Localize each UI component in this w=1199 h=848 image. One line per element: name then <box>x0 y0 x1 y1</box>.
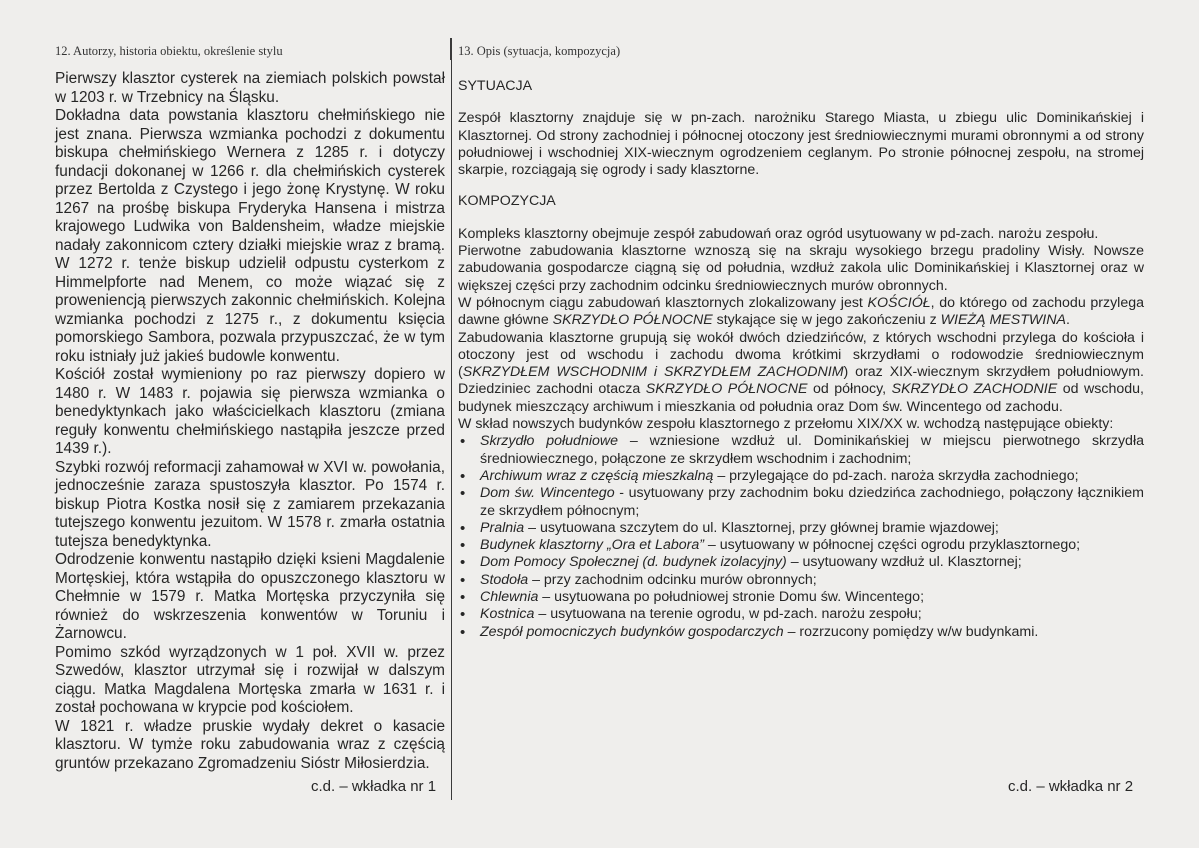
text-run: od wschodu, budynek mieszczący archiwum i mieszkania od południa oraz Dom św. Wincentego od zachodu. <box>458 381 1144 415</box>
text-run: W północnym ciągu zabudowań klasztornych zlokalizowany jest <box>458 294 868 311</box>
object-list-item <box>480 624 1144 641</box>
object-description: - usytuowany przy zachodnim boku dziedzińca zachodniego, połączony łącznikiem ze skrzydłem północnym; <box>480 485 1144 519</box>
object-list-item <box>480 468 1144 485</box>
object-description: – usytuowany w północnej części ogrodu przyklasztornego; <box>703 537 1081 554</box>
text-run: Zabudowania klasztorne grupują się wokół dwóch dziedzińców, z których wschodni przylega do kościoła i otoczony jest od wschodu i zachodu dwoma krótkimi skrzydłami o rodowodzie średniowiecznym ( <box>458 329 1144 381</box>
description-column <box>458 78 1144 641</box>
object-description: – usytuowany wzdłuż ul. Klasztornej; <box>786 554 1022 571</box>
object-name: Zespół pomocniczych budynków gospodarczych <box>480 623 784 640</box>
composition-paragraph <box>458 416 1144 433</box>
italic-term: SKRZYDŁEM WSCHODNIM i SKRZYDŁEM ZACHODNIM <box>462 364 844 381</box>
composition-paragraph <box>458 295 1144 330</box>
composition-paragraph <box>458 226 1144 243</box>
history-paragraph: Pierwszy klasztor cysterek na ziemiach polskich powstał w 1203 r. w Trzebnicy na Śląsku. <box>55 70 445 106</box>
history-paragraph: Odrodzenie konwentu nastąpiło dzięki ksieni Magdalenie Mortęskiej, która wstąpiła do opuszczonego klasztoru w Chełmnie w 1579 r. Matka Mortęska przyczyniła się również do wskrzeszenia konwentów w Toruniu i Żarnowcu. <box>55 551 445 642</box>
object-name: Archiwum wraz z częścią mieszkalną <box>480 467 714 484</box>
history-paragraph: Dokładna data powstania klasztoru chełmińskiego nie jest znana. Pierwsza wzmianka pochodzi z dokumentu biskupa chełmińskiego Wernera z 1285 r. i dotyczy fundacji dokonanej w 1266 r. dla chełmińskich cysterek przez Bertolda z Czystego i jego żonę Krystynę. W roku 1267 na prośbę biskupa Fryderyka Hansena i mistrza krajowego Ludwika von Baldensheim, władze miejskie nadały zakonnicom cztery działki miejskie wraz z bramą. W 1272 r. tenże biskup udzielił odpustu cysterkom z Himmelpforte nad Menem, co może wiązać się z proweniencją pierwszych zakonnic chełmińskich. Kolejna wzmianka pochodzi z 1275 r., z dokumentu księcia pomorskiego Sambora, pozwala przypuszczać, że w tym roku istniały już jakieś budowle konwentu. <box>55 107 445 365</box>
object-description: – usytuowana na terenie ogrodu, w pd-zach. narożu zespołu; <box>534 606 922 623</box>
history-paragraph: Szybki rozwój reformacji zahamował w XVI w. powołania, jednocześnie zaraza spustoszyła klasztor. Po 1574 r. biskup Piotra Kostka nosił się z zamiarem przekazania tutejszego konwentu jezuitom. W 1578 r. zmarła ostatnia tutejsza benedyktynka. <box>55 458 445 550</box>
object-description: – rozrzucony pomiędzy w/w budynkami. <box>783 623 1039 640</box>
object-description: – usytuowana po południowej stronie Domu św. Wincentego; <box>538 589 925 606</box>
objects-list <box>458 433 1144 641</box>
composition-text <box>458 226 1144 434</box>
object-list-item <box>480 554 1144 571</box>
object-list-item <box>480 606 1144 623</box>
object-name: Pralnia <box>480 519 525 536</box>
situation-title: SYTUACJA <box>458 78 533 94</box>
object-description: – usytuowana szczytem do ul. Klasztornej, przy głównej bramie wjazdowej; <box>524 519 999 536</box>
situation-text: Zespół klasztorny znajduje się w pn-zach. narożniku Starego Miasta, u zbiegu ulic Dominikańskiej i Klasztornej. Od strony zachodniej i północnej otoczony jest średniowiecznymi murami obronnymi a od strony południowej i wschodniej XIX-wiecznym ogrodzeniem ceglanym. Po stronie północnej zespołu, na stromej skarpie, rozciągają się ogrody i sady klasztorne. <box>458 110 1144 179</box>
object-description: – wzniesione wzdłuż ul. Dominikańskiej w miejscu pierwotnego skrzydła średniowiecznego, połączone ze skrzydłem wschodnim i zachodnim; <box>480 433 1144 467</box>
italic-term: SKRZYDŁO PÓŁNOCNE <box>552 312 713 329</box>
object-name: Dom św. Wincentego <box>480 485 615 502</box>
object-name: Stodoła <box>480 571 529 588</box>
text-run: od północy, <box>807 381 892 398</box>
object-list-item <box>480 589 1144 606</box>
text-run: . <box>1065 312 1070 329</box>
composition-paragraph <box>458 330 1144 416</box>
text-run: ) oraz XIX-wiecznym skrzydłem południowym. Dziedziniec zachodni otacza <box>458 364 1144 398</box>
italic-term: SKRZYDŁO PÓŁNOCNE <box>645 381 808 398</box>
history-column <box>55 70 445 773</box>
object-name: Budynek klasztorny „Ora et Labora” <box>480 537 704 554</box>
history-paragraph: Kościół został wymieniony po raz pierwszy dopiero w 1480 r. W 1483 r. pojawia się pierwsza wzmianka o benedyktynkach jako właścicielkach klasztoru (zmiana reguły konwentu chełmińskiego nastąpiła jeszcze przed 1439 r.). <box>55 366 445 457</box>
object-list-item <box>480 572 1144 589</box>
object-description: – przy zachodnim odcinku murów obronnych; <box>528 571 817 588</box>
column-divider <box>451 38 452 800</box>
italic-term: KOŚCIÓŁ <box>867 294 931 311</box>
left-footer: c.d. – wkładka nr 1 <box>311 778 437 795</box>
section-13-header: 13. Opis (sytuacja, kompozycja) <box>458 44 621 58</box>
section-12-header: 12. Autorzy, historia obiektu, określenie stylu <box>55 44 283 58</box>
object-description: – przylegające do pd-zach. naroża skrzydła zachodniego; <box>713 467 1079 484</box>
text-run: stykające się w jego zakończeniu z <box>712 312 941 329</box>
text-run: Kompleks klasztorny obejmuje zespół zabudowań oraz ogród usytuowany w pd-zach. narożu zespołu. <box>458 225 1099 242</box>
history-paragraph: W 1821 r. władze pruskie wydały dekret o kasacie klasztoru. W tymże roku zabudowania wraz z częścią gruntów przekazano Zgromadzeniu Sióstr Miłosierdzia. <box>55 717 445 772</box>
text-run: W skład nowszych budynków zespołu klasztornego z przełomu XIX/XX w. wchodzą następujące obiekty: <box>458 416 1114 433</box>
italic-term: WIEŻĄ MESTWINA <box>940 312 1066 329</box>
composition-paragraph <box>458 243 1144 295</box>
object-list-item <box>480 485 1144 520</box>
object-list-item <box>480 537 1144 554</box>
object-name: Dom Pomocy Społecznej (d. budynek izolacyjny) <box>480 554 787 571</box>
object-name: Kostnica <box>480 606 535 623</box>
right-footer: c.d. – wkładka nr 2 <box>1008 778 1134 795</box>
object-name: Chlewnia <box>480 589 539 606</box>
text-run: Pierwotne zabudowania klasztorne wznoszą się na skraju wysokiego brzegu pradoliny Wisły. Nowsze zabudowania gospodarcze ciągną się od południa, wzdłuż zakola ulic Dominikańskiej i Klasztornej oraz w większej części przy zachodnim odcinku średniowiecznych murów obronnych. <box>458 243 1144 294</box>
object-name: Skrzydło południowe <box>480 433 619 450</box>
composition-title: KOMPOZYCJA <box>458 193 556 210</box>
object-list-item <box>480 433 1144 468</box>
object-list-item <box>480 520 1144 537</box>
text-run: , do którego od zachodu przylega dawne główne <box>458 294 1144 329</box>
italic-term: SKRZYDŁO ZACHODNIE <box>891 381 1058 398</box>
history-paragraph: Pomimo szkód wyrządzonych w 1 poł. XVII w. przez Szwedów, klasztor utrzymał się i rozwijał w dalszym ciągu. Matka Magdalena Mortęska zmarła w 1631 r. i został pochowana w krypcie pod kościołem. <box>55 643 445 716</box>
